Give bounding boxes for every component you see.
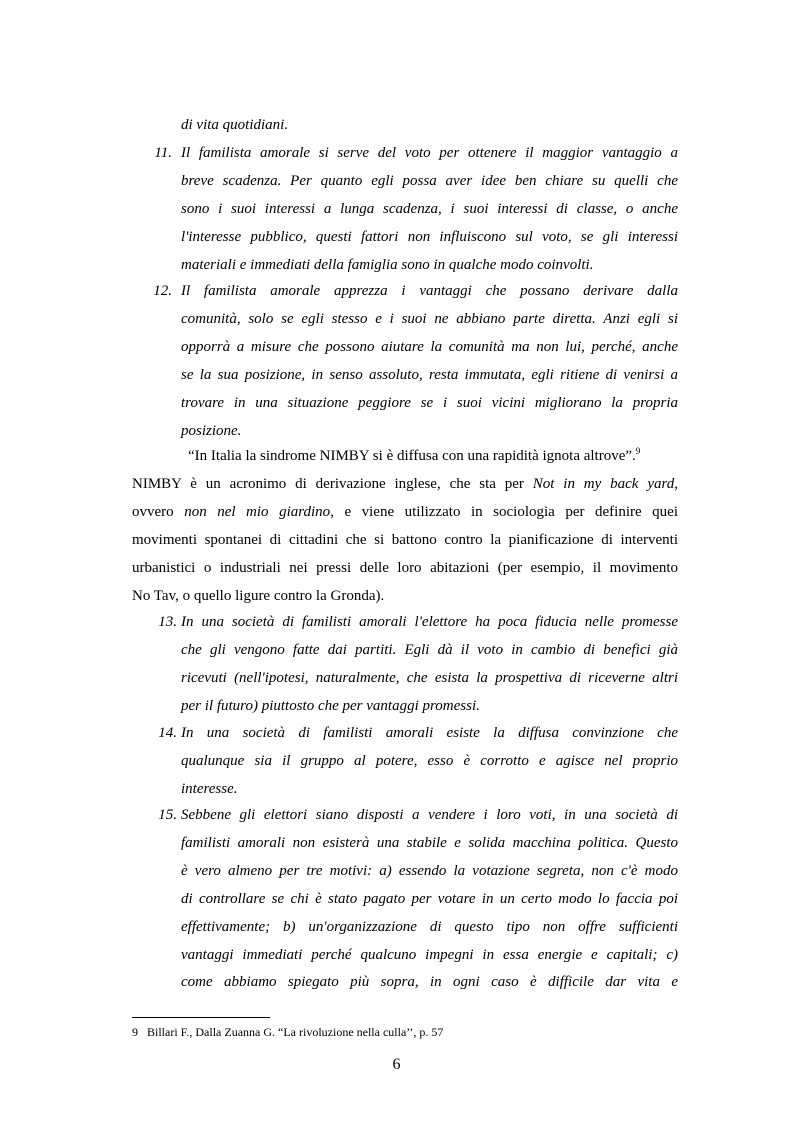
list-item-11-line: materiali e immediati della famiglia sono in qualche modo coinvolti. <box>181 257 594 273</box>
list-item-15-line: effettivamente; b) un'organizzazione di questo tipo non offre sufficienti <box>181 919 678 935</box>
footnote-separator <box>132 1017 270 1018</box>
paragraph-line <box>132 502 678 522</box>
list-item-15-line: di controllare se chi è stato pagato per votare in un certo modo lo faccia poi <box>181 891 678 907</box>
list-item-11-line: l'interesse pubblico, questi fattori non influiscono sul voto, se gli interessi <box>181 229 678 245</box>
list-item-11-number: 11. <box>154 145 172 161</box>
list-item-12-line: opporrà a misure che possono aiutare la comunità ma non lui, perché, anche <box>181 339 678 355</box>
paragraph-line: movimenti spontanei di cittadini che si battono contro la pianificazione di interventi <box>132 532 678 548</box>
list-item-15-line: familisti amorali non esisterà una stabile e solida macchina politica. Questo <box>181 835 678 851</box>
footnote-text: Billari F., Dalla Zuanna G. “La rivoluzione nella culla’’, p. 57 <box>147 1025 444 1039</box>
paragraph-line: urbanistici o industriali nei pressi delle loro abitazioni (per esempio, il movimento <box>132 560 678 576</box>
list-item-15-line: Sebbene gli elettori siano disposti a vendere i loro voti, in una società di <box>181 807 678 823</box>
list-item-12-line: se la sua posizione, in senso assoluto, resta immutata, egli ritiene di venirsi a <box>181 367 678 383</box>
list-item-12-number: 12. <box>153 283 172 299</box>
paragraph-italic-text: Not in my back yard <box>532 476 675 492</box>
list-item-15-line: vantaggi immediati perché qualcuno impegni in essa energie e capitali; c) <box>181 947 678 963</box>
paragraph-text: , e viene utilizzato in sociologia per definire quei <box>330 504 678 520</box>
paragraph-quote-line <box>188 446 640 466</box>
paragraph-line <box>132 474 678 494</box>
list-item-13-line: che gli vengono fatte dai partiti. Egli dà il voto in cambio di benefici già <box>181 642 678 658</box>
list-item-13-line: per il futuro) piuttosto che per vantaggi promessi. <box>181 698 480 714</box>
list-item-11-line: sono i suoi interessi a lunga scadenza, i suoi interessi di classe, o anche <box>181 201 678 217</box>
paragraph-text: ovvero <box>132 504 185 520</box>
list-item-14-line: In una società di familisti amorali esiste la diffusa convinzione che <box>181 725 678 741</box>
list-item-14-number: 14. <box>158 725 177 741</box>
list-item-10-tail: di vita quotidiani. <box>181 117 289 133</box>
list-item-13-line: ricevuti (nell'ipotesi, naturalmente, che esista la prospettiva di riceverne altri <box>181 670 678 686</box>
list-item-15-line: come abbiamo spiegato più sopra, in ogni caso è difficile dar vita e <box>181 974 678 990</box>
footnote-reference: 9 <box>635 446 641 456</box>
page-number: 6 <box>392 1056 401 1073</box>
list-item-11-line: breve scadenza. Per quanto egli possa aver idee ben chiare su quelli che <box>181 173 678 189</box>
paragraph-quote: “In Italia la sindrome NIMBY si è diffusa con una rapidità ignota altrove”. <box>188 448 636 464</box>
list-item-14-line: interesse. <box>181 781 238 797</box>
list-item-15-line: è vero almeno per tre motivi: a) essendo la votazione segreta, non c'è modo <box>181 863 678 879</box>
paragraph-text: , <box>674 476 679 492</box>
list-item-13-number: 13. <box>158 614 177 630</box>
footnote <box>132 1024 443 1040</box>
paragraph-text: NIMBY è un acronimo di derivazione inglese, che sta per <box>132 476 533 492</box>
list-item-11-line: Il familista amorale si serve del voto per ottenere il maggior vantaggio a <box>181 145 678 161</box>
footnote-number: 9 <box>132 1025 138 1039</box>
paragraph-italic-text: non nel mio giardino <box>184 504 331 520</box>
list-item-12-line: trovare in una situazione peggiore se i suoi vicini migliorano la propria <box>181 395 678 411</box>
list-item-12-line: posizione. <box>181 423 242 439</box>
list-item-12-line: comunità, solo se egli stesso e i suoi ne abbiano parte diretta. Anzi egli si <box>181 311 678 327</box>
list-item-14-line: qualunque sia il gruppo al potere, esso è corrotto e agisce nel proprio <box>181 753 678 769</box>
paragraph-line: No Tav, o quello ligure contro la Gronda). <box>132 588 385 604</box>
list-item-15-number: 15. <box>158 807 177 823</box>
list-item-13-line: In una società di familisti amorali l'elettore ha poca fiducia nelle promesse <box>181 614 678 630</box>
list-item-12-line: Il familista amorale apprezza i vantaggi che possano derivare dalla <box>181 283 678 299</box>
